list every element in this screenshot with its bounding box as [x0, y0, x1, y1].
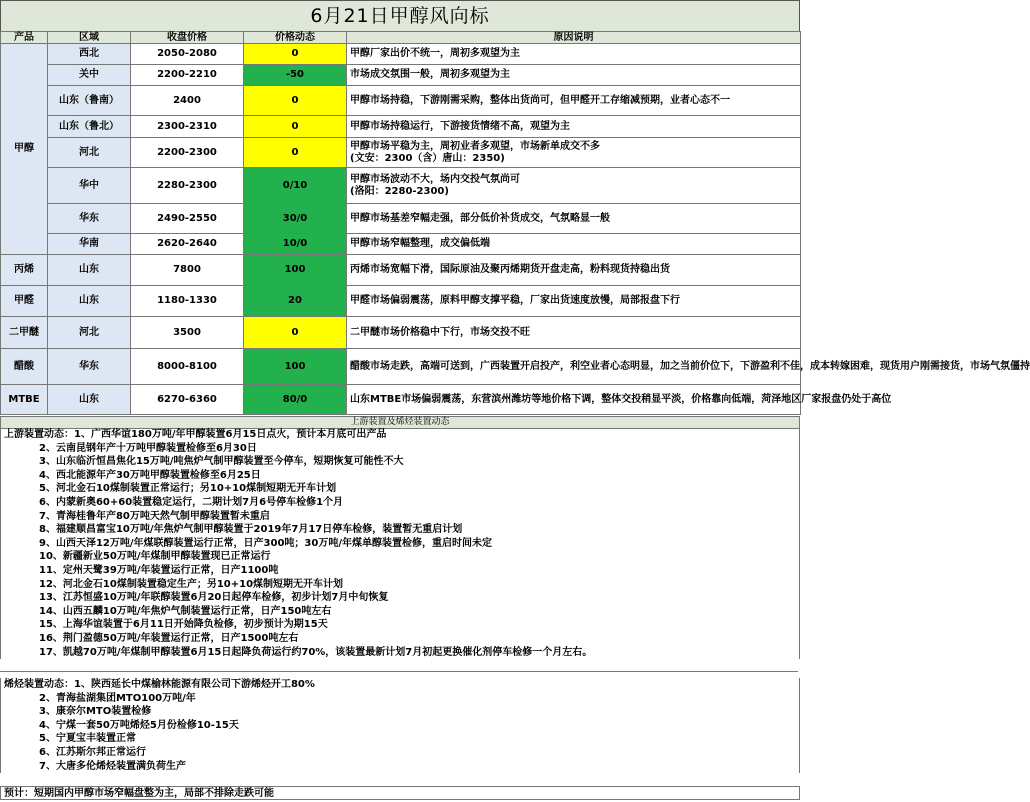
- list-item: 12、河北金石10煤制装置稳定生产；另10+10煤制短期无开车计划: [39, 578, 344, 590]
- reason-text: 山东MTBE市场偏弱震荡，东营滨州潍坊等地价格下调，整体交投稍显平淡，价格靠向低端，菏泽地区厂家报盘仍处于高位: [350, 393, 892, 405]
- table-row: [1, 234, 801, 255]
- region-cell: 山东: [48, 286, 131, 317]
- reason-cell: [347, 385, 892, 415]
- region-cell: 山东: [48, 255, 131, 286]
- reason-cell: [347, 255, 801, 286]
- price-cell: 7800: [131, 255, 244, 286]
- list-item: 3、山东临沂恒昌焦化15万吨/吨焦炉气制甲醇装置至今停车，短期恢复可能性不大: [39, 456, 404, 468]
- list-item: 13、江苏恒盛10万吨/年联醇装置6月20日起停车检修，初步计划7月中旬恢复: [39, 592, 389, 604]
- table-row: [1, 286, 801, 317]
- list-item: 3、康奈尔MTO装置检修: [39, 706, 152, 718]
- list-item: 5、宁夏宝丰装置正常: [39, 733, 136, 745]
- price-cell: 6270-6360: [131, 385, 244, 415]
- header-price: 收盘价格: [131, 32, 244, 44]
- list-item: 6、江苏斯尔邦正常运行: [39, 746, 146, 758]
- change-cell: 100: [244, 255, 347, 286]
- table-row: [1, 317, 801, 349]
- price-cell: 2490-2550: [131, 204, 244, 234]
- table-row: [1, 349, 801, 385]
- region-cell: 华东: [48, 349, 131, 385]
- table-row: [1, 138, 801, 168]
- table-row: [1, 385, 801, 415]
- change-cell: 0: [244, 116, 347, 138]
- page-title: 6月21日甲醇风向标: [0, 0, 800, 32]
- product-cell: 甲醛: [1, 286, 48, 317]
- reason-text: 甲醇厂家出价不统一，周初多观望为主: [350, 48, 520, 59]
- change-cell: 80/0: [244, 385, 347, 415]
- reason-text: 丙烯市场宽幅下滑，国际原油及聚丙烯期货开盘走高，粉料现货持稳出货: [350, 264, 670, 275]
- list-item: 4、宁煤一套50万吨烯烃5月份检修10-15天: [39, 719, 239, 731]
- list-item: 8、福建顺昌富宝10万吨/年焦炉气制甲醇装置于2019年7月17日停车检修，装置暂无重启计划: [39, 524, 463, 536]
- region-cell: 河北: [48, 317, 131, 349]
- product-cell: 二甲醚: [1, 317, 48, 349]
- region-cell: 华中: [48, 168, 131, 204]
- table-row: [1, 116, 801, 138]
- reason-text: 二甲醚市场价格稳中下行，市场交投不旺: [350, 326, 530, 338]
- list-item: 5、河北金石10煤制装置正常运行；另10+10煤制短期无开车计划: [39, 483, 337, 495]
- price-cell: 2620-2640: [131, 234, 244, 255]
- list-item: 7、大唐多伦烯烃装置满负荷生产: [39, 760, 186, 772]
- reason-text: 甲醇市场平稳为主，周初业者多观望，市场新单成交不多: [350, 140, 600, 152]
- list-item: 17、凯越70万吨/年煤制甲醇装置6月15日起降负荷运行约70%，该装置最新计划7月初起更换催化剂停车检修一个月左右。: [39, 646, 593, 658]
- price-cell: 3500: [131, 317, 244, 349]
- reason-cell: [347, 234, 801, 255]
- list-item: 4、西北能源年产30万吨甲醇装置检修至6月25日: [39, 469, 261, 481]
- change-cell: 20: [244, 286, 347, 317]
- reason-cell: [347, 116, 801, 138]
- reason-cell: [347, 168, 801, 204]
- table-row: [1, 168, 801, 204]
- change-cell: 0: [244, 86, 347, 116]
- list-item: 2、青海盐湖集团MTO100万吨/年: [39, 692, 196, 704]
- table-row: [1, 86, 801, 116]
- price-cell: 8000-8100: [131, 349, 244, 385]
- section-title: 上游装置及烯烃装置动态: [0, 416, 800, 429]
- table-row: [1, 255, 801, 286]
- reason-text: 醋酸市场走跌，高端可送到，广西装置开启投产，利空业者心态明显，加之当前价位下，下游盈利不佳，成本转嫁困难，现货用户刚需接货，市场气氛僵持: [350, 360, 1030, 372]
- list-item: 14、山西五麟10万吨/年焦炉气制装置运行正常，日产150吨左右: [39, 605, 332, 617]
- change-cell: -50: [244, 65, 347, 86]
- price-cell: 2200-2300: [131, 138, 244, 168]
- list-item: 16、荆门盈德50万吨/年装置运行正常，日产1500吨左右: [39, 632, 299, 644]
- change-cell: 30/0: [244, 204, 347, 234]
- reason-cell: [347, 65, 801, 86]
- list-item: 烯烃装置动态：1、陕西延长中煤榆林能源有限公司下游烯烃开工80%: [4, 679, 315, 690]
- table-row: [1, 65, 801, 86]
- header-region: 区域: [48, 32, 131, 44]
- header-reason: 原因说明: [347, 32, 801, 44]
- change-cell: 10/0: [244, 234, 347, 255]
- header-product: 产品: [1, 32, 48, 44]
- reason-cell: [347, 138, 801, 168]
- price-cell: 2280-2300: [131, 168, 244, 204]
- change-cell: 0: [244, 44, 347, 65]
- list-item: 11、定州天鹭39万吨/年装置运行正常，日产1100吨: [39, 564, 279, 576]
- reason-text: 甲醇市场持稳运行，下游接货情绪不高，观望为主: [350, 120, 570, 132]
- list-item: 10、新疆新业50万吨/年煤制甲醇装置现已正常运行: [39, 551, 271, 563]
- reason-cell: [347, 349, 1030, 385]
- reason-text: 甲醇市场持稳，下游刚需采购，整体出货尚可，但甲醛开工存缩减预期，业者心态不一: [350, 94, 730, 106]
- olefin-list: [0, 678, 800, 773]
- list-item: 7、青海桂鲁年产80万吨天然气制甲醇装置暂未重启: [39, 510, 270, 522]
- list-item: 9、山西天泽12万吨/年煤联醇装置运行正常，日产300吨；30万吨/年煤单醇装置检修，重启时间未定: [39, 537, 492, 549]
- region-cell: 关中: [48, 65, 131, 86]
- price-cell: 2300-2310: [131, 116, 244, 138]
- reason-text: 市场成交氛围一般，周初多观望为主: [350, 69, 510, 80]
- reason-text: 甲醇市场波动不大，场内交投气氛尚可: [350, 173, 520, 185]
- price-cell: 2050-2080: [131, 44, 244, 65]
- reason-cell: [347, 44, 801, 65]
- change-cell: 0: [244, 138, 347, 168]
- list-item: 上游装置动态：1、广西华谊180万吨/年甲醇装置6月15日点火，预计本月底可出产品: [4, 429, 387, 440]
- divider: [0, 671, 798, 672]
- change-cell: 0/10: [244, 168, 347, 204]
- region-cell: 西北: [48, 44, 131, 65]
- price-cell: 2400: [131, 86, 244, 116]
- reason-note: (文安：2300（含）唐山：2350): [350, 152, 505, 164]
- reason-text: 甲醇市场基差窄幅走强，部分低价补货成交，气氛略显一般: [350, 212, 610, 224]
- list-item: 6、内蒙新奥60+60装置稳定运行，二期计划7月6号停车检修1个月: [39, 496, 344, 508]
- region-cell: 河北: [48, 138, 131, 168]
- reason-text: 甲醛市场偏弱震荡，原料甲醇支撑平稳，厂家出货速度放慢，局部报盘下行: [350, 295, 680, 306]
- change-cell: 0: [244, 317, 347, 349]
- reason-cell: [347, 317, 801, 349]
- reason-note: (洛阳：2280-2300): [350, 185, 449, 197]
- product-cell: 丙烯: [1, 255, 48, 286]
- table-header-row: [1, 32, 801, 44]
- reason-text: 甲醇市场窄幅整理，成交偏低端: [350, 238, 490, 249]
- list-item: 2、云南昆钢年产十万吨甲醇装置检修至6月30日: [39, 442, 257, 454]
- table-row: [1, 204, 801, 234]
- header-change: 价格动态: [244, 32, 347, 44]
- list-item: 15、上海华谊装置于6月11日开始降负检修，初步预计为期15天: [39, 619, 328, 631]
- table-row: [1, 44, 801, 65]
- region-cell: 山东（鲁北）: [48, 116, 131, 138]
- region-cell: 华南: [48, 234, 131, 255]
- region-cell: 华东: [48, 204, 131, 234]
- reason-cell: [347, 86, 801, 116]
- region-cell: 山东（鲁南）: [48, 86, 131, 116]
- product-cell: 甲醇: [1, 44, 48, 255]
- product-cell: MTBE: [1, 385, 48, 415]
- price-cell: 1180-1330: [131, 286, 244, 317]
- upstream-list: [0, 428, 800, 659]
- product-cell: 醋酸: [1, 349, 48, 385]
- region-cell: 山东: [48, 385, 131, 415]
- reason-cell: [347, 286, 801, 317]
- forecast: 预计：短期国内甲醇市场窄幅盘整为主，局部不排除走跌可能: [0, 786, 800, 800]
- reason-cell: [347, 204, 801, 234]
- change-cell: 100: [244, 349, 347, 385]
- price-cell: 2200-2210: [131, 65, 244, 86]
- price-table: [0, 31, 1030, 415]
